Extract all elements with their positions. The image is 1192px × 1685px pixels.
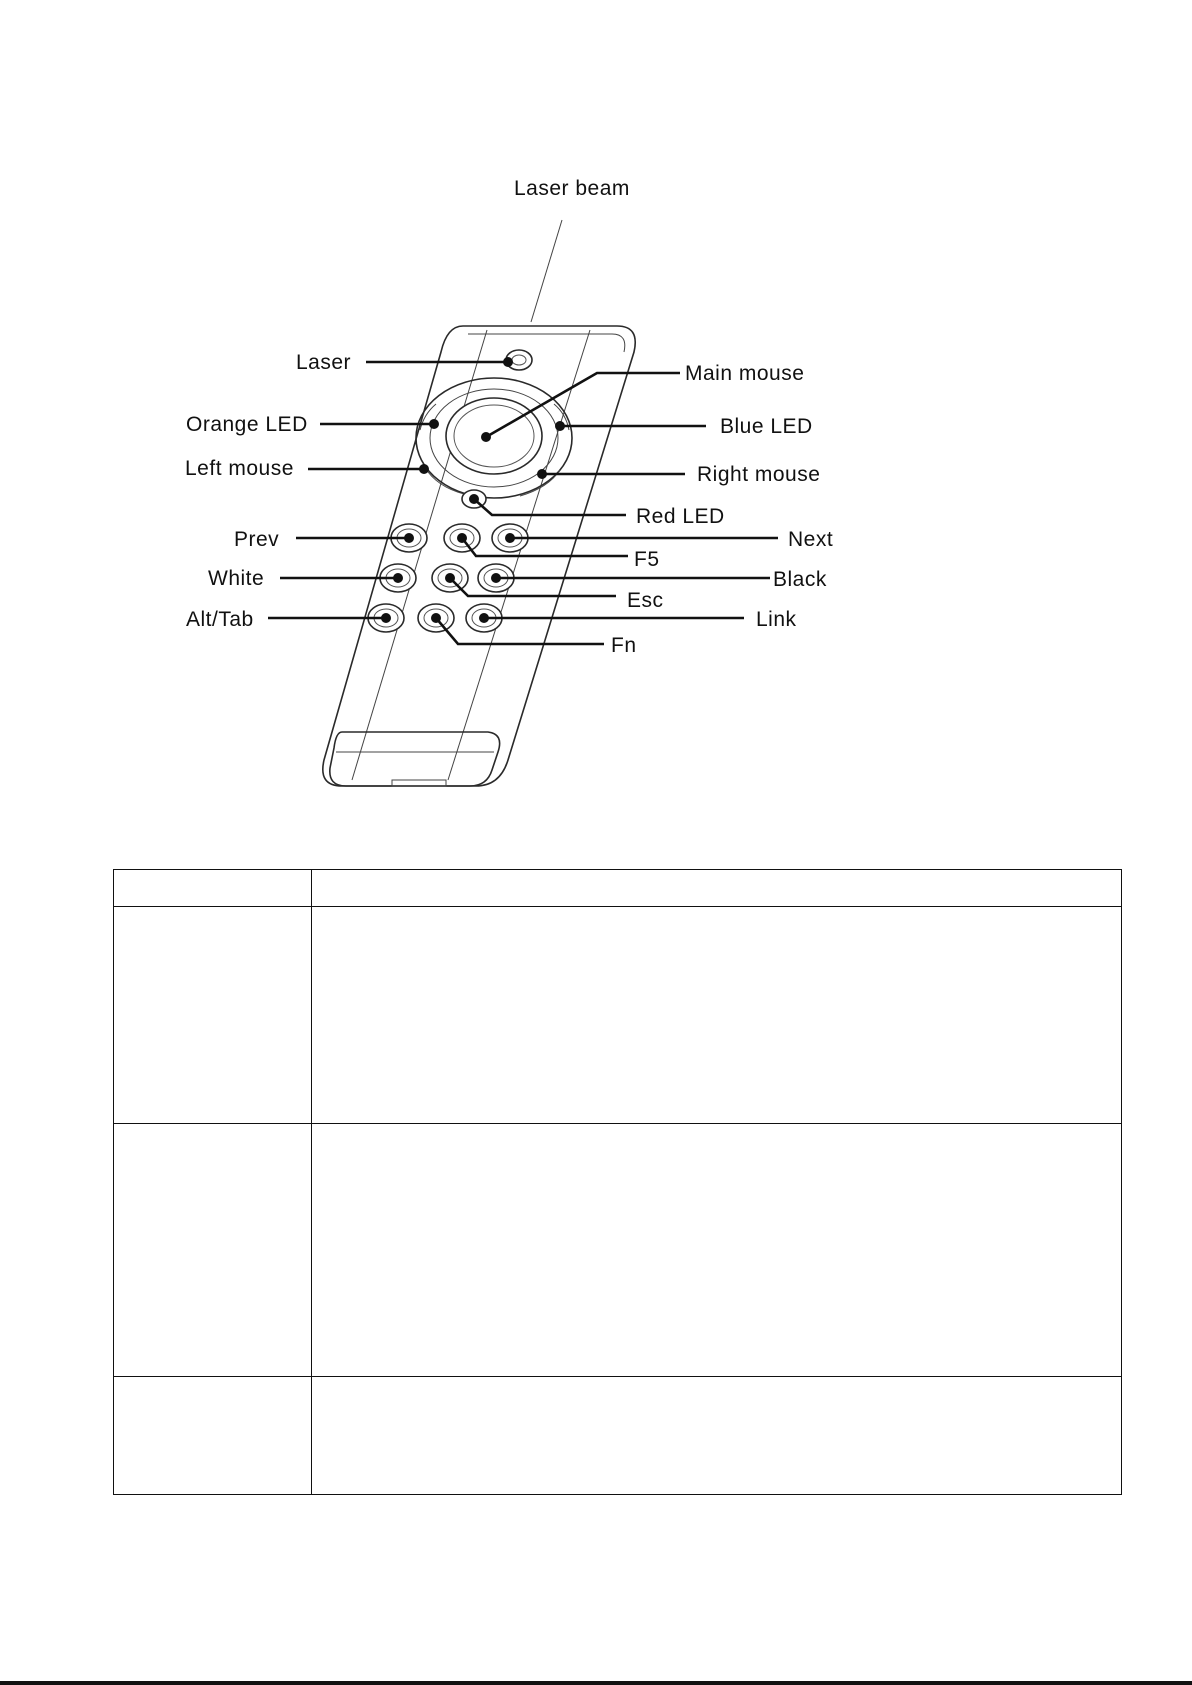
label-laser: Laser [296, 351, 352, 374]
label-right-mouse: Right mouse [697, 463, 821, 486]
table-cell-key [114, 1124, 312, 1377]
table-row [114, 1377, 1122, 1495]
laser-beam-line [531, 220, 562, 322]
bottom-rule [0, 1681, 1192, 1685]
label-left-mouse: Left mouse [185, 457, 294, 480]
table-row [114, 1124, 1122, 1377]
table-cell-value [312, 870, 1122, 907]
spec-table [113, 869, 1122, 1495]
remote-diagram [0, 0, 1192, 830]
label-f5: F5 [634, 548, 660, 571]
table-cell-value [312, 1124, 1122, 1377]
table-row [114, 907, 1122, 1124]
leader-red-led [474, 499, 626, 515]
label-next: Next [788, 528, 834, 551]
label-white: White [208, 567, 265, 590]
leader-lines [268, 357, 778, 644]
leader-f5 [462, 538, 628, 556]
table-cell-key [114, 1377, 312, 1495]
label-laser-beam: Laser beam [514, 177, 630, 200]
table-cell-key [114, 870, 312, 907]
leader-fn [436, 618, 604, 644]
label-black: Black [773, 568, 827, 591]
label-link: Link [756, 608, 797, 631]
table-cell-value [312, 907, 1122, 1124]
label-red-led: Red LED [636, 505, 725, 528]
table-cell-key [114, 907, 312, 1124]
label-esc: Esc [627, 589, 664, 612]
label-orange-led: Orange LED [186, 413, 308, 436]
label-fn: Fn [611, 634, 637, 657]
table-cell-value [312, 1377, 1122, 1495]
leader-esc [450, 578, 616, 596]
label-blue-led: Blue LED [720, 415, 813, 438]
label-alt-tab: Alt/Tab [186, 608, 254, 631]
mouse-pad [416, 378, 572, 498]
table-row [114, 870, 1122, 907]
label-prev: Prev [234, 528, 280, 551]
label-main-mouse: Main mouse [685, 362, 805, 385]
